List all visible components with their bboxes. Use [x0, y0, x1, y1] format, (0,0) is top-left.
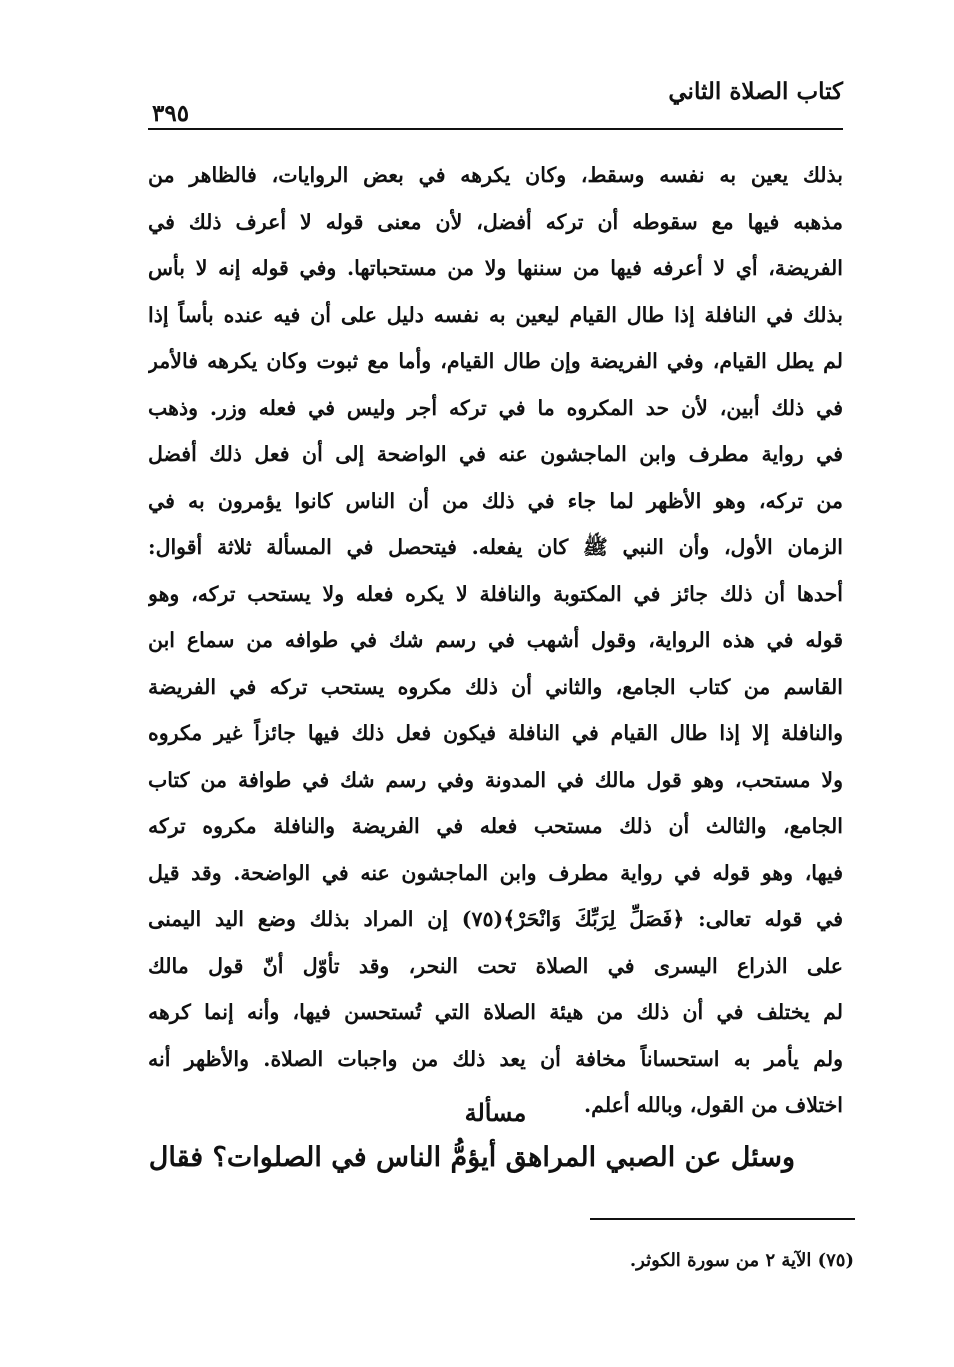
page-number: ٣٩٥	[152, 100, 190, 127]
text-line: القاسم من كتاب الجامع، والثاني أن ذلك مكروه يستحب تركه في الفريضة	[148, 674, 843, 699]
text-line: لم يختلف في أن ذلك من هيئة الصلاة التي تُستحسن فيها، وأنه إنما كرهه	[148, 1000, 843, 1024]
book-title: كتاب الصلاة الثاني	[668, 78, 843, 105]
text-line: أحدها أن ذلك جائز في المكتوبة والنافلة لا يكره فعله ولا يستحب تركه، وهو	[148, 581, 843, 606]
text-line: مذهبه فيها مع سقوطه أن تركه أفضل، لأن معنى قوله لا أعرف ذلك في	[148, 209, 843, 234]
footnote: (٧٥) الآية ٢ من سورة الكوثر.	[629, 1250, 854, 1271]
header-rule	[148, 128, 843, 130]
running-header	[148, 78, 843, 128]
text-line: قوله في هذه الرواية، وقول أشهب في رسم شك في طوافه من سماع ابن	[148, 628, 843, 652]
text-line: بذلك في النافلة إذا طال القيام ليعين به نفسه دليل على أن فيه عنده بأساً إذا	[148, 302, 843, 327]
text-line: لم يطل القيام، وفي الفريضة وإن طال القيام، وأما مع ثبوت وكان يكرهه فالأمر	[148, 349, 843, 373]
body-text	[148, 152, 843, 1129]
text-line: اختلاف من القول، وبالله أعلم.	[584, 1093, 843, 1117]
text-line: في ذلك أبين، لأن حد المكروه ما في تركه أجر وليس في فعله وزر. وذهب	[148, 395, 843, 420]
footnote-rule	[590, 1218, 855, 1220]
text-line: في قوله تعالى: ﴿فَصَلِّ لِرَبِّكَ وَانْحَرْ﴾(٧٥) إن المراد بذلك وضع اليد اليمنى	[148, 907, 843, 931]
section-heading: مسألة	[464, 1098, 527, 1127]
text-line: ولا مستحب، وهو قول مالك في المدونة وفي رسم شك في طوافة من كتاب	[148, 767, 843, 792]
text-line: على الذراع اليسرى في الصلاة تحت النحر، وقد تأوّل أنّ قول مالك	[148, 953, 843, 978]
text-line: الفريضة، أي لا أعرفه فيها من سننها ولا من مستحباتها. وفي قوله إنه لا بأس	[148, 256, 843, 280]
question-line: وسئل عن الصبي المراهق أيؤمُّ الناس في الصلوات؟ فقال	[148, 1142, 795, 1173]
text-line: ولم يأمر به استحساناً مخافة أن يعد ذلك من واجبات الصلاة. والأظهر أنه	[148, 1046, 843, 1071]
text-line: الزمان الأول، وأن النبي ﷺ كان يفعله. فيتحصل في المسألة ثلاثة أقوال:	[148, 535, 843, 559]
text-line: والنافلة إلا إذا طال القيام في النافلة فيكون فعل ذلك فيها جائزاً غير مكروه	[148, 721, 843, 745]
text-line: بذلك يعين به نفسه وسقط، وكان يكرهه في بعض الروايات، فالظاهر من	[148, 163, 843, 187]
text-line: الجامع، والثالث أن ذلك مستحب فعله في الفريضة والنافلة مكروه تركه	[148, 814, 843, 838]
text-line: فيها، وهو قوله في رواية مطرف وابن الماجشون عنه في الواضحة. وقد قيل	[148, 860, 843, 885]
text-line: من تركه، وهو الأظهر لما جاء في ذلك من أن الناس كانوا يؤمرون به في	[148, 488, 843, 513]
text-line: في رواية مطرف وابن الماجشون عنه في الواضحة إلى أن فعل ذلك أفضل	[148, 442, 843, 466]
